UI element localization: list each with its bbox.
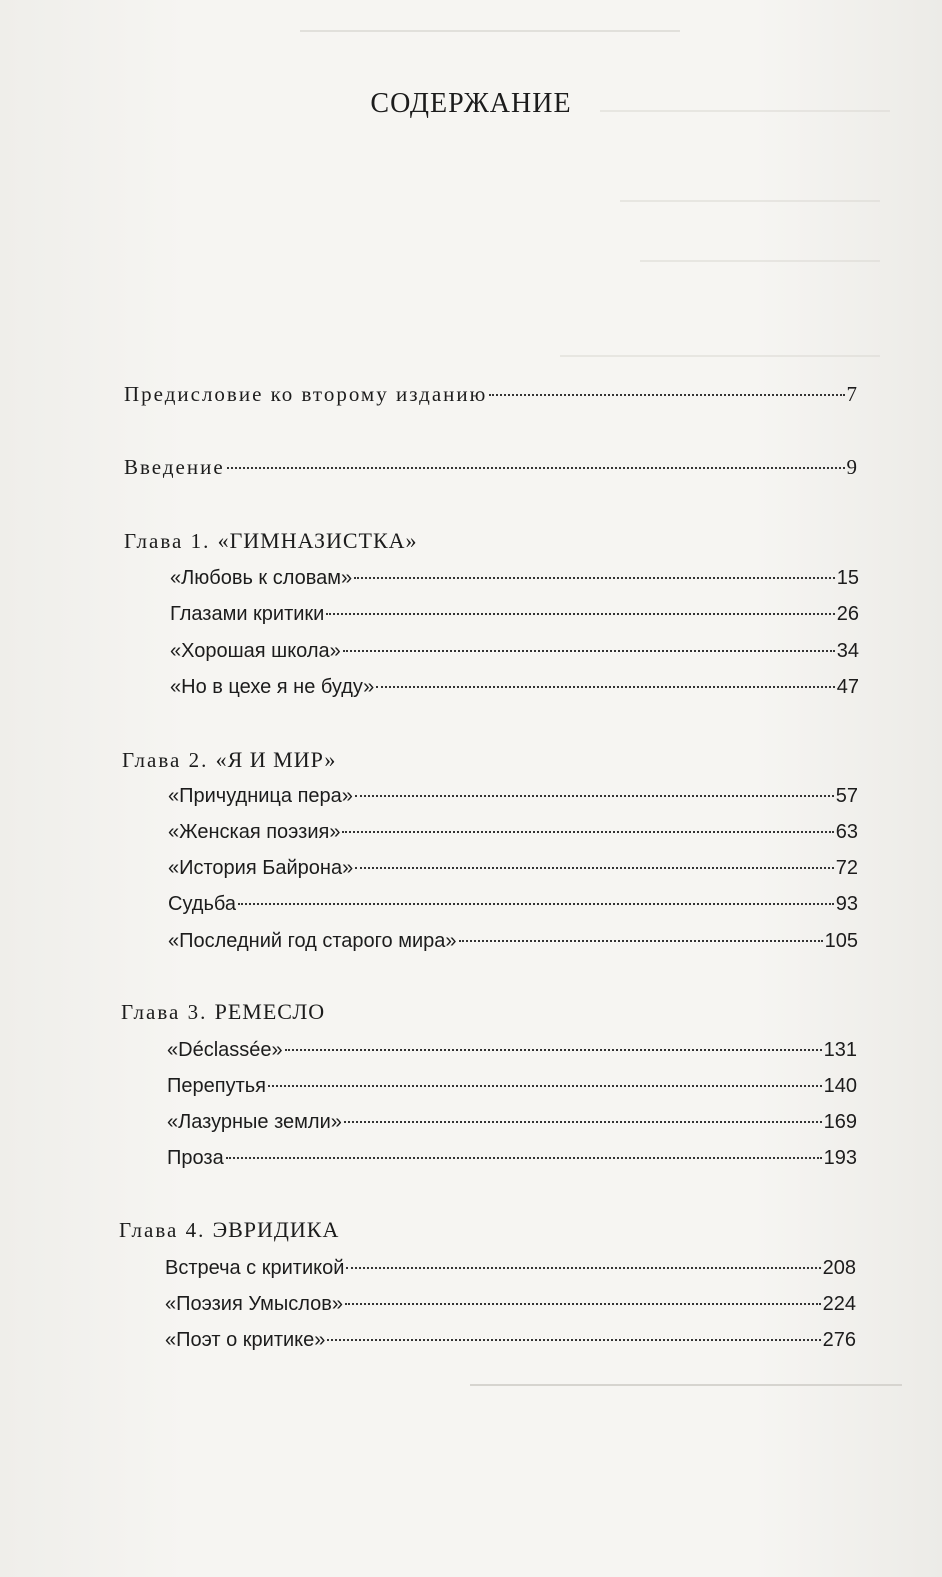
toc-section-page: 47 xyxy=(836,676,859,698)
dot-leader xyxy=(355,867,834,869)
toc-entry-label: Предисловие ко второму изданию xyxy=(124,382,488,406)
toc-section-label: «Лазурные земли» xyxy=(167,1111,342,1133)
toc-entry-label: Введение xyxy=(124,455,225,479)
toc-section[interactable] xyxy=(168,821,858,844)
toc-section-label: «Женская поэзия» xyxy=(168,821,341,843)
toc-section-label: «Поэт о критике» xyxy=(165,1329,326,1351)
toc-section-label: Встреча с критикой xyxy=(165,1257,345,1279)
toc-section-page: 93 xyxy=(835,893,858,915)
chapter-heading[interactable] xyxy=(122,747,336,773)
toc-section-label: «Déclassée» xyxy=(167,1039,283,1061)
chapter-heading[interactable] xyxy=(121,999,325,1025)
chapter-heading[interactable] xyxy=(124,528,418,554)
toc-section-page: 169 xyxy=(823,1111,857,1133)
toc-section-label: «Хорошая школа» xyxy=(170,640,341,662)
toc-section-page: 63 xyxy=(835,821,858,843)
dot-leader xyxy=(326,613,834,615)
toc-section[interactable] xyxy=(167,1075,857,1098)
chapter-prefix: Глава 3. xyxy=(121,1000,208,1024)
toc-section-label: «Причудница пера» xyxy=(168,785,353,807)
toc-section-page: 224 xyxy=(822,1293,856,1315)
toc-section[interactable] xyxy=(170,567,859,590)
dot-leader xyxy=(459,940,823,942)
dot-leader xyxy=(344,1121,822,1123)
toc-section-label: Глазами критики xyxy=(170,603,325,625)
dot-leader xyxy=(345,1303,821,1305)
toc-entry-page: 9 xyxy=(846,455,859,479)
toc-section-page: 208 xyxy=(822,1257,856,1279)
toc-section-page: 15 xyxy=(836,567,859,589)
dot-leader xyxy=(346,1267,820,1269)
bleed-through-line xyxy=(300,30,680,46)
toc-entry-page: 7 xyxy=(846,382,859,406)
chapter-title: «Я И МИР» xyxy=(215,747,337,772)
chapter-heading[interactable] xyxy=(119,1217,339,1243)
toc-section-label: «Любовь к словам» xyxy=(170,567,353,589)
chapter-title: РЕМЕСЛО xyxy=(214,999,326,1024)
toc-section-page: 105 xyxy=(824,930,858,952)
toc-title: СОДЕРЖАНИЕ xyxy=(370,88,572,119)
toc-entry-introduction[interactable] xyxy=(124,455,859,480)
toc-section-page: 193 xyxy=(823,1147,857,1169)
toc-section[interactable] xyxy=(165,1257,856,1280)
dot-leader xyxy=(227,467,845,469)
toc-section-page: 276 xyxy=(822,1329,856,1351)
toc-section-label: «Поэзия Умыслов» xyxy=(165,1293,344,1315)
toc-section-label: Проза xyxy=(167,1147,224,1169)
dot-leader xyxy=(238,903,834,905)
dot-leader xyxy=(376,686,834,688)
toc-section-label: Перепутья xyxy=(167,1075,266,1097)
toc-section-page: 140 xyxy=(823,1075,857,1097)
toc-section[interactable] xyxy=(167,1039,857,1062)
dot-leader xyxy=(342,831,833,833)
toc-section-label: «История Байрона» xyxy=(168,857,354,879)
bleed-through-line xyxy=(640,260,880,262)
dot-leader xyxy=(226,1157,822,1159)
chapter-prefix: Глава 1. xyxy=(124,529,211,553)
chapter-title: «ГИМНАЗИСТКА» xyxy=(217,528,418,553)
toc-section[interactable] xyxy=(167,1111,857,1134)
bleed-through-line xyxy=(560,355,880,357)
toc-section[interactable] xyxy=(170,603,859,626)
toc-section-page: 34 xyxy=(836,640,859,662)
toc-section[interactable] xyxy=(168,893,858,916)
toc-entry-preface[interactable] xyxy=(124,382,859,407)
toc-section-label: «Последний год старого мира» xyxy=(168,930,457,952)
toc-section[interactable] xyxy=(170,676,859,699)
dot-leader xyxy=(343,650,835,652)
toc-section-label: «Но в цехе я не буду» xyxy=(170,676,375,698)
toc-section[interactable] xyxy=(168,930,858,953)
toc-section[interactable] xyxy=(165,1293,856,1316)
chapter-prefix: Глава 4. xyxy=(119,1218,206,1242)
toc-section-page: 72 xyxy=(835,857,858,879)
toc-section-page: 26 xyxy=(836,603,859,625)
dot-leader xyxy=(489,394,844,396)
toc-section-label: Судьба xyxy=(168,893,236,915)
bleed-through-rule xyxy=(470,1384,902,1386)
toc-section-page: 131 xyxy=(823,1039,857,1061)
toc-section-page: 57 xyxy=(835,785,858,807)
dot-leader xyxy=(355,795,834,797)
toc-section[interactable] xyxy=(167,1147,857,1170)
dot-leader xyxy=(285,1049,822,1051)
dot-leader xyxy=(327,1339,820,1341)
chapter-prefix: Глава 2. xyxy=(122,748,209,772)
dot-leader xyxy=(354,577,835,579)
chapter-title: ЭВРИДИКА xyxy=(212,1217,340,1242)
toc-section[interactable] xyxy=(168,857,858,880)
toc-section[interactable] xyxy=(165,1329,856,1352)
toc-section[interactable] xyxy=(170,640,859,663)
dot-leader xyxy=(268,1085,822,1087)
bleed-through-line xyxy=(620,200,880,202)
toc-section[interactable] xyxy=(168,785,858,808)
